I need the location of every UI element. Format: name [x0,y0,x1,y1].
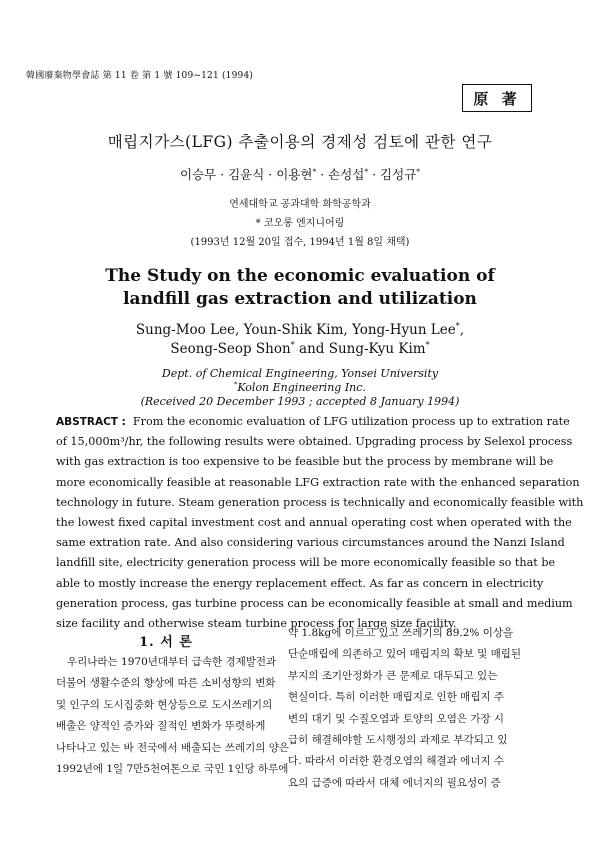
english-affiliation-line2 [0,381,600,394]
korean-authors [0,165,600,183]
english-authors-comma: , [459,322,465,338]
body-column-right [288,623,528,794]
body-line: 배출은 양적인 증가와 질적인 변화가 뚜렷하게 [56,720,266,733]
body-line: 현실이다. 특히 이러한 매립지로 인한 매립지 주 [288,691,505,704]
abstract-line: of 15,000m³/hr, the following results were obtained. Upgrading process by Selexol process [56,435,573,449]
body-line: 나타나고 있는 바 전국에서 배출되는 쓰레기의 양은 [56,741,290,754]
korean-affiliation-2: * 코오롱 엔지니어링 [255,218,345,229]
korean-authors-part2: · 손성섭 [316,167,365,182]
korean-affiliation: 연세대학교 공과대학 화학공학과 [229,199,371,210]
body-line: 및 인구의 도시집중화 현상등으로 도시쓰레기의 [56,698,273,711]
body-line: 단순매립에 의존하고 있어 매립지의 확보 및 매립된 [288,648,522,661]
body-line: 우리나라는 1970년대부터 급속한 경제발전과 [67,656,277,668]
korean-authors-part1: 이승무 · 김윤식 · 이용현 [179,167,313,182]
abstract-line: landfill site, electricity generation process will be more economically feasible so that be [56,556,556,570]
body-line: 변의 대기 및 수질오염과 토양의 오염은 가장 시 [288,712,505,725]
received-dates-korean: (1993년 12월 20일 접수, 1994년 1월 8일 채택) [190,237,410,248]
abstract-line: with gas extraction is too expensive to be feasible but the process by membrane will be [56,455,554,469]
author-marker: * [425,339,430,350]
english-authors-text: Seong-Seop Shon [170,341,291,357]
author-marker: * [290,339,295,350]
author-marker: * [364,166,369,176]
body-line: 요의 급증에 따라서 대체 에너지의 필요성이 증 [288,776,501,789]
korean-title: 매립지가스(LFG) 추출이용의 경제성 검토에 관한 연구 [107,133,493,151]
author-marker: * [312,166,317,176]
received-dates-english: (Received 20 December 1993 ; accepted 8 January 1994) [140,395,460,408]
abstract-line: the lowest fixed capital investment cost and annual operating cost when operated with the [56,516,572,530]
body-line: 더불어 생활수준의 향상에 따른 소비성향의 변화 [56,677,276,690]
abstract [56,412,584,634]
english-title-line2: landfill gas extraction and utilization [123,289,477,309]
english-affiliation-text: Kolon Engineering Inc. [237,381,366,394]
author-marker: * [416,166,421,176]
body-line: 부지의 조기안정화가 큰 문제로 대두되고 있는 [288,669,498,682]
journal-header: 韓國廢棄物學會誌 第 11 卷 第 1 號 109~121 (1994) [26,71,254,81]
article-type-badge: 原 著 [462,84,532,112]
body-line: 급히 해결해야할 도시행정의 과제로 부각되고 있 [288,734,508,747]
body-line: 다. 따라서 이러한 환경오염의 해결과 에너지 수 [288,755,505,768]
abstract-line: more economically feasible at reasonable LFG extraction rate with the enhanced separation [56,475,580,489]
abstract-line: same extration rate. And also considering various circumstances around the Nanzi Island [56,536,565,550]
english-title-line1: The Study on the economic evaluation of [105,266,495,286]
body-line: 1992년에 1일 7만5천여톤으로 국민 1인당 하루에 [56,763,289,776]
section-heading: 1. 서 론 [139,635,193,650]
english-authors-text: and Sung-Kyu Kim [294,341,426,357]
english-authors-text: Sung-Moo Lee, Youn-Shik Kim, Yong-Hyun Lee [135,322,456,338]
abstract-line [56,412,570,432]
abstract-label: ABSTRACT : [56,416,126,428]
abstract-line: able to mostly increase the energy replacement effect. As far as concern in electricity [56,576,544,590]
abstract-line: technology in future. Steam generation process is technically and economically feasible with [56,495,584,509]
body-column-left [56,652,290,780]
author-marker: * [455,320,460,331]
abstract-line: generation process, gas turbine process can be economically feasible at small and medium [56,596,573,610]
english-affiliation-line1: Dept. of Chemical Engineering, Yonsei University [161,367,439,380]
abstract-text: From the economic evaluation of LFG utilization process up to extration rate [132,415,570,428]
abstract-line: size facility and otherwise steam turbine process for large size facility. [56,617,457,631]
body-line: 약 1.8kg에 이르고 있고 쓰레기의 89.2% 이상을 [288,627,514,639]
korean-authors-part3: · 김성규 [368,167,417,182]
author-marker: * [234,380,238,389]
english-authors-line1 [0,322,600,338]
english-authors-line2 [0,341,600,357]
